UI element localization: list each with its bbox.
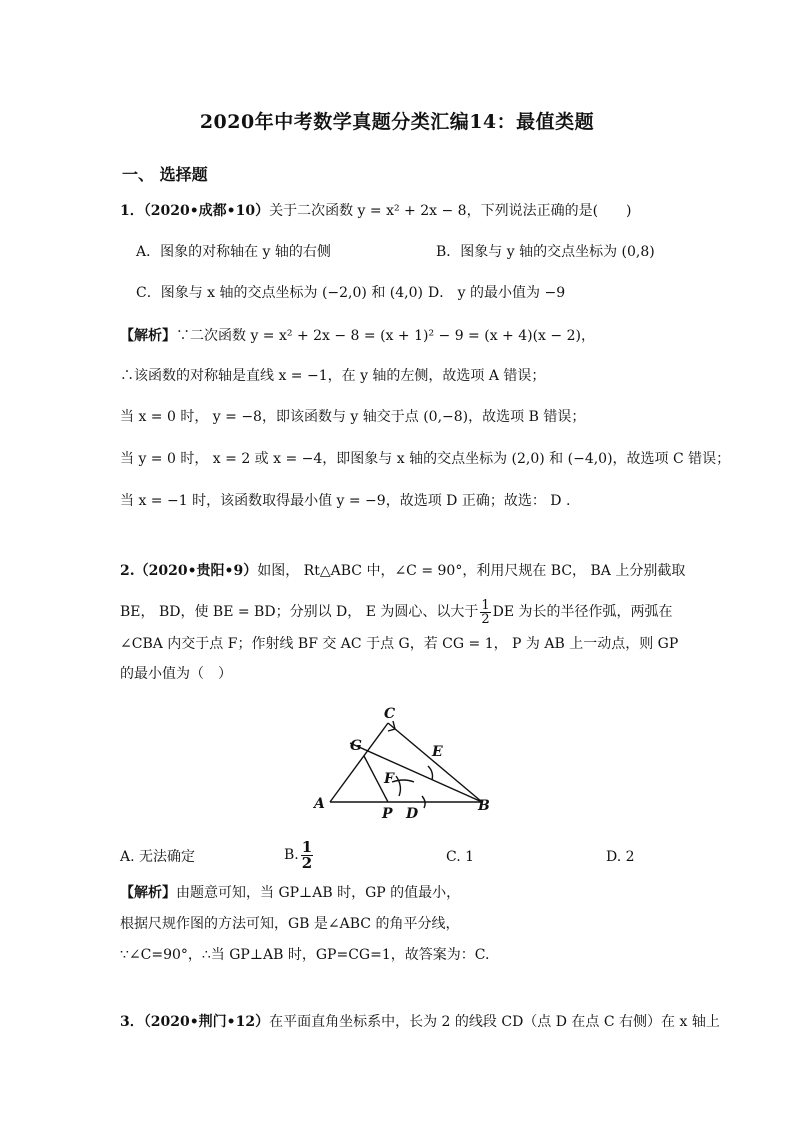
- option-a: A．图象的对称轴在 y 轴的右侧: [136, 244, 331, 260]
- question-number: 2.: [120, 563, 135, 579]
- label-a: A: [314, 796, 325, 812]
- segment-cb: [388, 723, 482, 802]
- ray-bf: [350, 743, 482, 802]
- fraction-numerator: 1: [301, 837, 313, 856]
- solution-tag: 【解析】: [120, 885, 176, 901]
- question-1-stem: [120, 202, 632, 220]
- label-e: E: [432, 744, 443, 760]
- section-heading: 一、 选择题: [122, 165, 208, 184]
- question-text: BE， BD，使 BE = BD；分别以 D， E 为圆心、以大于: [120, 604, 479, 620]
- question-2-line: ∠CBA 内交于点 F；作射线 BF 交 AC 于点 G，若 CG = 1， P 为 AB 上一动点，则 GP: [120, 636, 679, 652]
- question-2-line: [120, 562, 685, 580]
- option-d: D． y 的最小值为 −9: [428, 285, 566, 301]
- question-2-line: [120, 592, 673, 632]
- option-b: [284, 838, 315, 872]
- solution-line: [120, 884, 460, 902]
- fraction: [301, 837, 313, 872]
- label-d: D: [406, 806, 419, 822]
- segment-ac: [330, 723, 388, 802]
- question-text: 如图， Rt△ABC 中，∠C = 90°，利用尺规在 BC， BA 上分别截取: [257, 563, 686, 579]
- question-number: 3．: [120, 1014, 144, 1030]
- fraction-denominator: 2: [481, 611, 490, 627]
- question-source: （2020•成都•10）: [143, 203, 270, 219]
- arc-mark: [396, 776, 400, 796]
- question-number: 1．: [120, 203, 144, 219]
- option-b: B．图象与 y 轴的交点坐标为 (0,8): [436, 244, 655, 260]
- solution-text: 由题意可知，当 GP⊥AB 时，GP 的值最小，: [176, 885, 461, 901]
- question-text: 关于二次函数 y = x² + 2x − 8，下列说法正确的是( ): [269, 203, 632, 219]
- option-c: C．图象与 x 轴的交点坐标为 (−2,0) 和 (4,0): [136, 285, 423, 301]
- solution-text: ∵二次函数 y = x² + 2x − 8 = (x + 1)² − 9 = (x + 4)(x − 2)，: [176, 328, 595, 344]
- solution-line: ∵∠C=90°，∴当 GP⊥AB 时，GP=CG=1，故答案为：C.: [120, 947, 490, 963]
- solution-line: 当 x = 0 时， y = −8，即该函数与 y 轴交于点 (0,−8)，故选项 B 错误；: [120, 409, 586, 425]
- label-b: B: [478, 798, 490, 814]
- solution-line: 当 x = −1 时，该函数取得最小值 y = −9，故选项 D 正确；故选： D .: [120, 493, 571, 509]
- question-text: DE 为长的半径作弧，两弧在: [492, 604, 673, 620]
- label-c: C: [384, 706, 396, 722]
- label-f: F: [384, 771, 394, 787]
- solution-line: 根据尺规作图的方法可知，GB 是∠ABC 的角平分线，: [120, 916, 460, 932]
- fraction-numerator: 1: [481, 597, 490, 613]
- question-source: （2020•贵阳•9）: [134, 563, 258, 579]
- option-c: C. 1: [446, 849, 475, 865]
- solution-line: 当 y = 0 时， x = 2 或 x = −4，即图象与 x 轴的交点坐标为 (2,0) 和 (−4,0)，故选项 C 错误；: [120, 451, 731, 467]
- option-a: A. 无法确定: [120, 849, 196, 865]
- solution-line: ∴该函数的对称轴是直线 x = −1，在 y 轴的左侧，故选项 A 错误；: [120, 368, 546, 384]
- question-2-line: 的最小值为（ ）: [120, 666, 232, 682]
- arc-mark: [392, 780, 414, 782]
- option-label: B.: [284, 847, 299, 863]
- solution-line: [120, 327, 595, 345]
- fraction-denominator: 2: [301, 853, 313, 872]
- question-3-stem: [120, 1013, 720, 1031]
- page-title: 2020年中考数学真题分类汇编14：最值类题: [199, 111, 595, 133]
- question-text: 在平面直角坐标系中，长为 2 的线段 CD（点 D 在点 C 右侧）在 x 轴上: [269, 1014, 720, 1030]
- label-p: P: [382, 806, 393, 822]
- option-d: D. 2: [606, 849, 635, 865]
- fraction: [480, 599, 490, 626]
- geometry-figure: [300, 700, 510, 825]
- label-g: G: [350, 738, 362, 754]
- question-source: （2020•荆门•12）: [143, 1014, 270, 1030]
- solution-tag: 【解析】: [120, 328, 176, 344]
